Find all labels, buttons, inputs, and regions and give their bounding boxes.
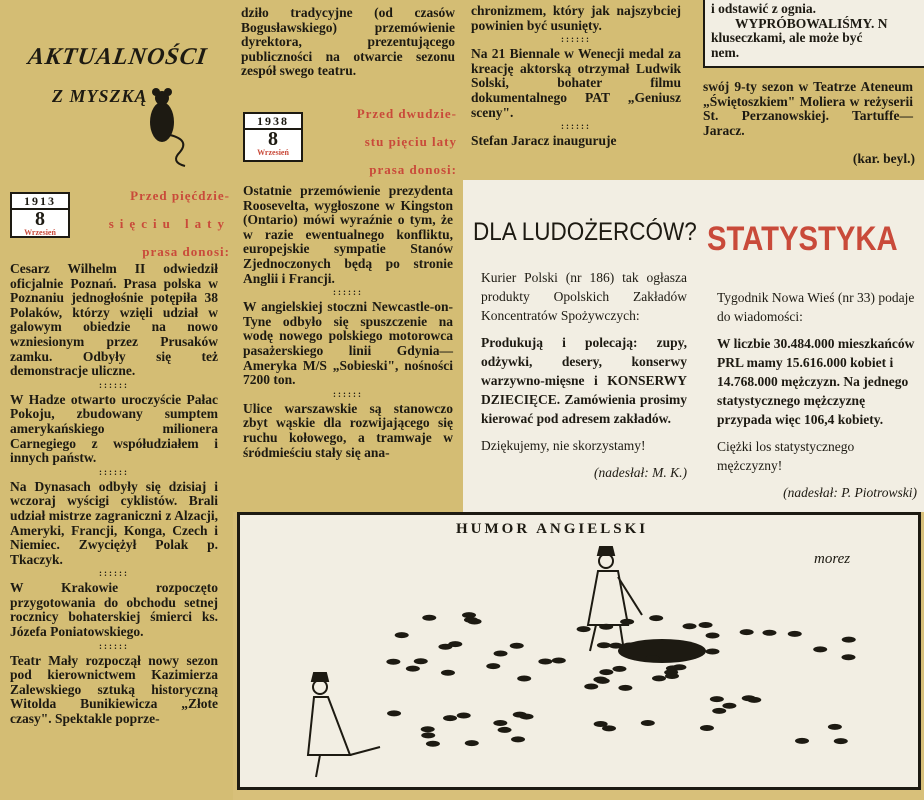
footprints bbox=[240, 515, 918, 787]
footprint bbox=[652, 675, 666, 681]
box-title: DLA LUDOŻERCÓW? bbox=[473, 218, 697, 246]
footprint bbox=[699, 622, 713, 628]
footprint bbox=[683, 623, 697, 629]
footprint bbox=[414, 658, 428, 664]
calendar-1913 bbox=[10, 192, 70, 238]
separator: :::::: bbox=[333, 287, 363, 298]
footprint bbox=[498, 727, 512, 733]
footprint bbox=[443, 715, 457, 721]
box-quote: W liczbie 30.484.000 mieszkańców PRL mamy 15.616.000 kobiet i 14.768.000 mężczyzn. Na jednego statystycznego mężczyznę przypada więc 106,4 kobiety. bbox=[717, 336, 915, 427]
footprint bbox=[612, 666, 626, 672]
footprint bbox=[813, 646, 827, 652]
footprint bbox=[462, 612, 476, 618]
footprint bbox=[597, 642, 611, 648]
col4-sign: (kar. beyl.) bbox=[852, 151, 915, 166]
article-paragraph: W Krakowie rozpoczęto przygotowania do obchodu setnej rocznicy bohaterskiej śmierci ks. Józefa Poniatowskiego. bbox=[10, 580, 218, 640]
footprint bbox=[486, 663, 500, 669]
col2-heading bbox=[323, 100, 457, 184]
footprint bbox=[646, 655, 660, 661]
col1-text bbox=[10, 262, 218, 728]
calendar-year: 1938 bbox=[245, 114, 301, 130]
footprint bbox=[386, 659, 400, 665]
footprint bbox=[618, 685, 632, 691]
footprint bbox=[622, 643, 636, 649]
footprint bbox=[742, 695, 756, 701]
box-intro: Kurier Polski (nr 186) tak ogłasza produkty Opolskich Zakładów Koncentratów Spożywczych: bbox=[481, 270, 687, 323]
footprint bbox=[465, 740, 479, 746]
footprint bbox=[584, 684, 598, 690]
box-title: STATYSTYKA bbox=[707, 220, 898, 258]
box-statystyka bbox=[699, 180, 924, 512]
footprint bbox=[712, 708, 726, 714]
recipe-line: i odstawić z ognia. bbox=[711, 1, 817, 16]
footprint bbox=[649, 615, 663, 621]
box-dla-ludozercow bbox=[463, 180, 699, 512]
recipe-line: nem. bbox=[711, 44, 740, 60]
separator: :::::: bbox=[561, 34, 591, 45]
heading-line: sięciu laty bbox=[108, 216, 230, 231]
footprint bbox=[421, 732, 435, 738]
article-paragraph: Cesarz Wilhelm II odwiedził oficjalnie Poznań. Prasa polska w Poznaniu jednogłośnie potępiła 38 Polaków, którzy wzięli udział w galowym obiedzie na nowo wzniesionym przez Prusaków zamku. Odbyły się też demonstracje uliczne. bbox=[10, 261, 218, 379]
box-body bbox=[481, 268, 687, 490]
logo-title: AKTUALNOŚCI bbox=[26, 44, 209, 70]
footprint bbox=[511, 736, 525, 742]
box-sign: (nadesłał: P. Piotrowski) bbox=[783, 485, 917, 500]
footprint bbox=[599, 624, 613, 630]
heading-line: prasa donosi: bbox=[142, 244, 230, 259]
footprint bbox=[493, 720, 507, 726]
footprint bbox=[834, 738, 848, 744]
footprint bbox=[577, 626, 591, 632]
footprint bbox=[387, 710, 401, 716]
column-4 bbox=[699, 0, 924, 180]
footprint bbox=[700, 725, 714, 731]
recipe-line: WYPRÓBOWALIŚMY. N bbox=[735, 15, 888, 31]
calendar-day: 8 bbox=[35, 208, 45, 230]
article-paragraph: Ulice warszawskie są stanowczo zbyt wąskie dla rozwijającego się ruchu kołowego, a tramwaje w śródmieściu stały się ana- bbox=[243, 400, 453, 460]
footprint bbox=[609, 643, 623, 649]
footprint bbox=[795, 738, 809, 744]
calendar-year: 1913 bbox=[12, 194, 68, 210]
column-2 bbox=[233, 0, 463, 512]
col2-text bbox=[243, 184, 453, 461]
article-paragraph: Na Dynasach odbyły się dzisiaj i wczoraj wyścigi cyklistów. Brali udział mistrze zagraniczni z Alzacji, Ameryki, Francji, Konga, Czech i Niemiec. Zwyciężył Polak p. Tkaczyk. bbox=[10, 478, 218, 567]
footprint bbox=[841, 654, 855, 660]
column-3 bbox=[463, 0, 699, 180]
footprint bbox=[762, 630, 776, 636]
article-paragraph: chronizmem, który jak najszybciej powinien być usunięty. bbox=[471, 3, 681, 33]
heading-line: stu pięciu laty bbox=[364, 134, 457, 149]
footprint bbox=[517, 675, 531, 681]
mouse-illustration bbox=[140, 80, 200, 170]
footprint bbox=[705, 649, 719, 655]
footprint bbox=[788, 631, 802, 637]
col2-top: dziło tradycyjne (od czasów Bogusławskiego) przemówienie dyrektora, prezentującego publiczności na otwarcie sezonu zespół swego teatru. bbox=[241, 5, 455, 79]
article-paragraph: Stefan Jaracz inauguruje bbox=[471, 133, 617, 149]
recipe-line: kluseczkami, ale może być bbox=[711, 30, 863, 46]
footprint bbox=[510, 643, 524, 649]
article-paragraph: W angielskiej stoczni Newcastle-on-Tyne odbyło się spuszczenie na wodę nowego polskiego motorowca pasażerskiego linii Gdynia—Ameryka M/S „Sobieski", nośności 7200 ton. bbox=[243, 299, 453, 388]
separator: :::::: bbox=[99, 568, 129, 579]
footprint bbox=[842, 637, 856, 643]
article-paragraph: Na 21 Biennale w Wenecji medal za kreację aktorską otrzymał Ludwik Solski, bohater filmu dokumentalnego PAT „Geniusz sceny". bbox=[471, 46, 681, 120]
footprint bbox=[710, 696, 724, 702]
footprint bbox=[457, 712, 471, 718]
box-quote: Produkują i polecają: zupy, odżywki, desery, konserwy warzywno-mięsne i KONSERWY DZIECIĘCE. Zamówienia prosimy kierować pod adresem zakładów. bbox=[481, 335, 687, 426]
article-paragraph: Teatr Mały rozpoczął nowy sezon pod kierownictwem Kazimierza Zalewskiego sztuką historyczną Witolda Bunikiewicza „Złote czasy". Spektakle poprze- bbox=[10, 652, 218, 727]
article-paragraph: W Hadze otwarto uroczyście Pałac Pokoju, zbudowany sumptem amerykańskiego milionera Carnegiego z współudziałem i innych państw. bbox=[10, 391, 218, 466]
footprint bbox=[593, 676, 607, 682]
footprint bbox=[722, 703, 736, 709]
col1-heading bbox=[100, 182, 230, 266]
box-reply: Ciężki los statystycznego mężczyzny! bbox=[717, 439, 855, 473]
logo-subtitle: Z MYSZKĄ bbox=[52, 86, 148, 106]
calendar-month: Wrzesień bbox=[257, 148, 289, 157]
heading-line: Przed pięćdzie- bbox=[130, 188, 230, 203]
footprint bbox=[706, 633, 720, 639]
logo-area bbox=[0, 0, 233, 178]
footprint bbox=[441, 670, 455, 676]
footprint bbox=[513, 712, 527, 718]
footprint bbox=[665, 673, 679, 679]
footprint bbox=[672, 664, 686, 670]
footprint bbox=[406, 666, 420, 672]
calendar-day: 8 bbox=[268, 128, 278, 150]
footprint bbox=[448, 641, 462, 647]
cartoon-frame bbox=[237, 512, 921, 790]
column-1 bbox=[0, 178, 233, 800]
cartoon-signature: morez bbox=[814, 551, 851, 567]
separator: :::::: bbox=[99, 379, 129, 390]
col3-text bbox=[471, 4, 681, 150]
separator: :::::: bbox=[561, 121, 591, 132]
box-intro: Tygodnik Nowa Wieś (nr 33) podaje do wiadomości: bbox=[717, 290, 915, 324]
footprint bbox=[538, 658, 552, 664]
heading-line: Przed dwudzie- bbox=[356, 106, 457, 121]
box-sign: (nadesłał: M. K.) bbox=[594, 465, 687, 480]
footprint bbox=[494, 650, 508, 656]
calendar-1938 bbox=[243, 112, 303, 162]
separator: :::::: bbox=[99, 640, 129, 651]
footprint bbox=[641, 720, 655, 726]
footprint bbox=[828, 724, 842, 730]
box-body bbox=[717, 288, 917, 510]
footprint bbox=[552, 658, 566, 664]
article-paragraph: Ostatnie przemówienie prezydenta Roosevelta, wygłoszone w Kingston (Ontario) mówi wyraźnie o tym, że w razie ewentualnego konfliktu, europejskie sympatie Stanów Zjednoczonych będą po stronie Anglii i Francji. bbox=[243, 183, 453, 286]
footprint bbox=[421, 726, 435, 732]
cartoon-title: HUMOR ANGIELSKI bbox=[456, 521, 649, 537]
footprint bbox=[620, 619, 634, 625]
footprint bbox=[426, 741, 440, 747]
separator: :::::: bbox=[99, 466, 129, 477]
footprint bbox=[602, 725, 616, 731]
footprint bbox=[599, 669, 613, 675]
separator: :::::: bbox=[333, 388, 363, 399]
footprint bbox=[422, 615, 436, 621]
box-reply: Dziękujemy, nie skorzystamy! bbox=[481, 438, 646, 453]
footprint bbox=[395, 632, 409, 638]
calendar-month: Wrzesień bbox=[24, 228, 56, 237]
recipe-box bbox=[703, 0, 924, 68]
footprint bbox=[740, 629, 754, 635]
heading-line: prasa donosi: bbox=[369, 162, 457, 177]
col4-text: swój 9-ty sezon w Teatrze Ateneum „Świętoszkiem" Moliera w reżyserii St. Perzanowskiej. Tartuffe— Jaracz. bbox=[703, 79, 913, 138]
